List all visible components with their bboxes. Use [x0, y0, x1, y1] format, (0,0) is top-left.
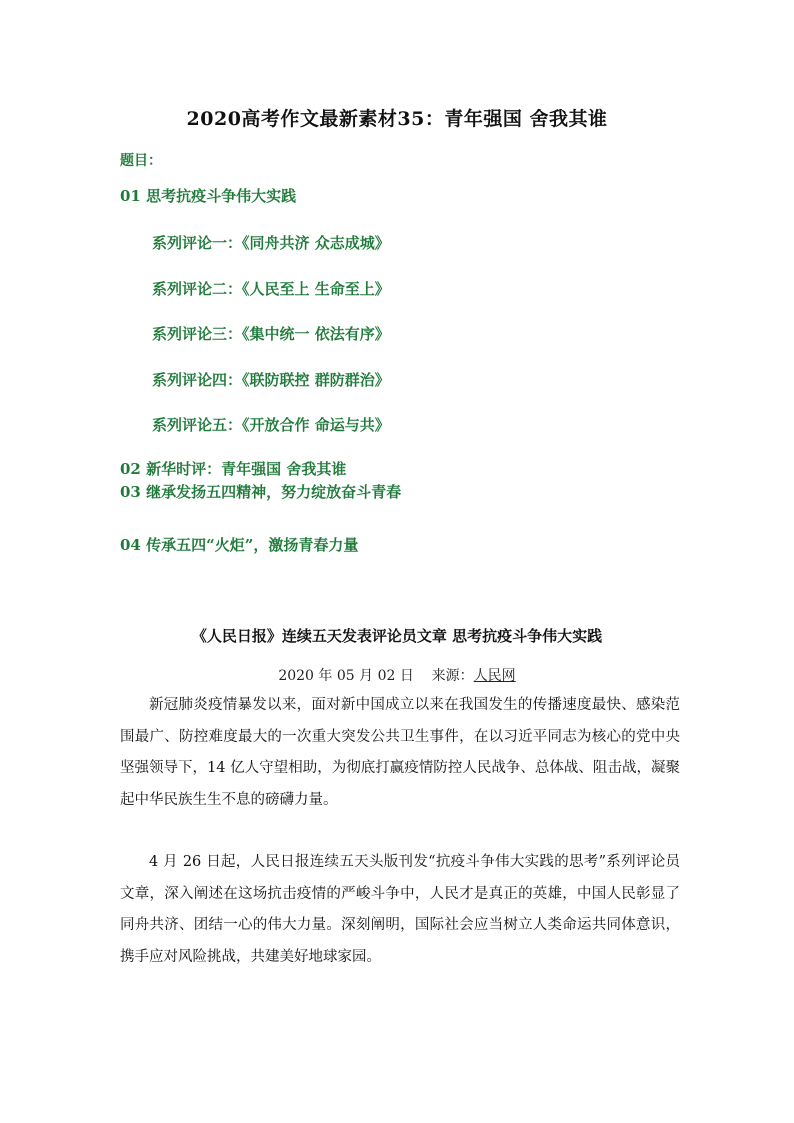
toc-item-03: 03 继承发扬五四精神，努力绽放奋斗青春 — [120, 483, 402, 501]
toc-label: 题目： — [120, 153, 162, 169]
source-link[interactable]: 人民网 — [473, 668, 516, 684]
document-title: 2020高考作文最新素材35：青年强国 舍我其谁 — [186, 108, 608, 130]
article-title: 《人民日报》连续五天发表评论员文章 思考抗疫斗争伟大实践 — [191, 627, 603, 645]
toc-sub-item: 系列评论五：《开放合作 命运与共》 — [152, 416, 390, 434]
toc-sub-item: 系列评论一：《同舟共济 众志成城》 — [152, 234, 390, 252]
article-paragraph: 4 月 26 日起，人民日报连续五天头版刊发“抗疫斗争伟大实践的思考”系列评论员文章，深入阐述在这场抗击疫情的严峻斗争中，人民才是真正的英雄，中国人民彰显了同舟共济、团结一心的伟大力量。深刻阐明，国际社会应当树立人类命运共同体意识，携手应对风险挑战，共建美好地球家园。 — [120, 854, 680, 965]
toc-item-01: 01 思考抗疫斗争伟大实践 — [120, 187, 297, 205]
toc-sub-item: 系列评论四：《联防联控 群防群治》 — [152, 371, 390, 389]
toc-item-02: 02 新华时评：青年强国 舍我其谁 — [120, 460, 347, 478]
toc-sub-item: 系列评论三：《集中统一 依法有序》 — [152, 325, 390, 343]
article-date: 2020 年 05 月 02 日 — [278, 668, 414, 684]
article-meta — [0, 665, 794, 685]
source-label: 来源： — [431, 668, 474, 684]
toc-item-04: 04 传承五四“火炬”，激扬青春力量 — [120, 536, 359, 554]
toc-sub-item: 系列评论二：《人民至上 生命至上》 — [152, 280, 390, 298]
article-paragraph: 新冠肺炎疫情暴发以来，面对新中国成立以来在我国发生的传播速度最快、感染范围最广、防控难度最大的一次重大突发公共卫生事件，在以习近平同志为核心的党中央坚强领导下，14 亿人守望相助，为彻底打赢疫情防控人民战争、总体战、阻击战，凝聚起中华民族生生不息的磅礴力量。 — [120, 697, 680, 808]
